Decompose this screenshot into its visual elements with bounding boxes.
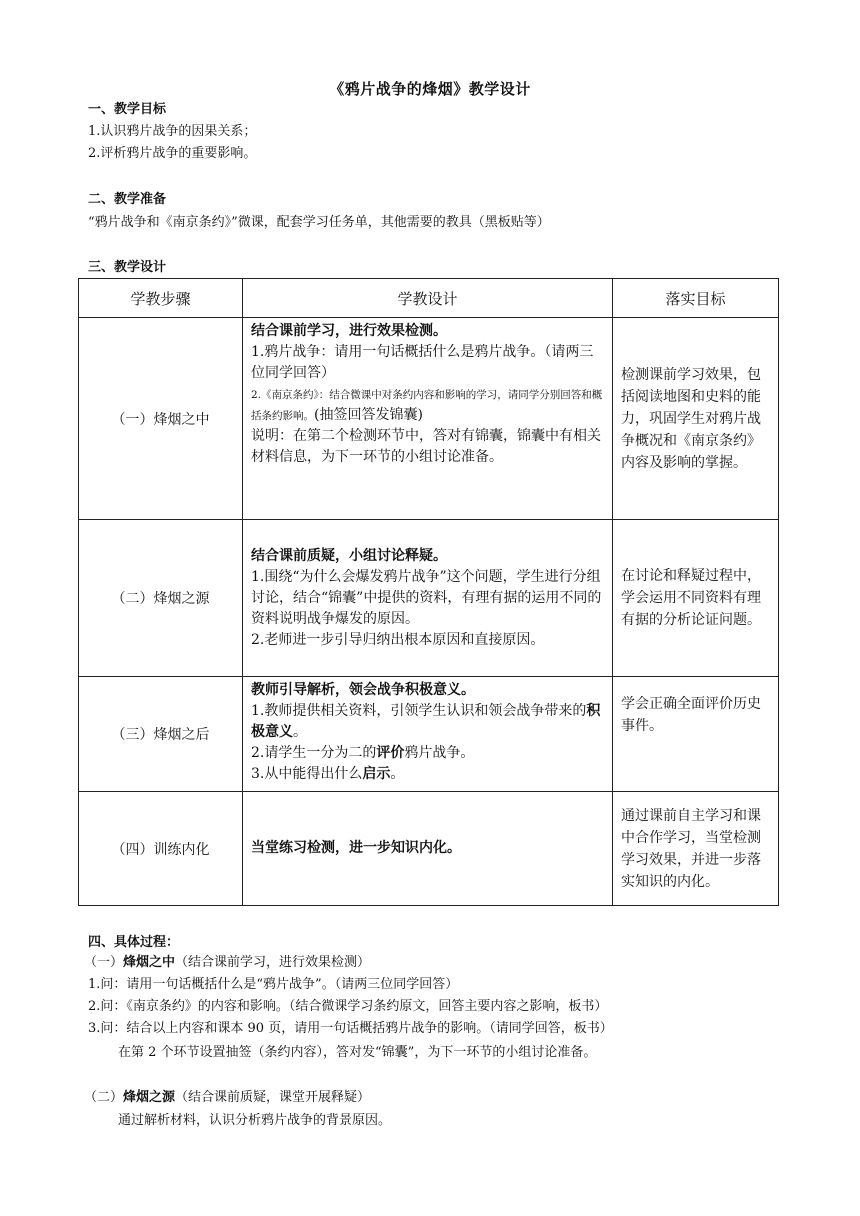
objective-item: 1.认识鸦片战争的因果关系； — [88, 124, 257, 139]
process-question: 2.问：《南京条约》的内容和影响。（结合微课学习条约原文，回答主要内容之影响，板书） — [88, 999, 608, 1014]
design-cell — [243, 792, 613, 906]
design-line — [251, 384, 604, 426]
design-table — [78, 278, 779, 906]
design-cell — [243, 520, 613, 677]
table-row — [79, 792, 779, 906]
goal-cell: 学会正确全面评价历史事件。 — [613, 677, 779, 792]
process-part-title: 烽烟之中 — [123, 955, 176, 970]
column-header: 落实目标 — [613, 279, 779, 318]
step-cell: （三）烽烟之后 — [79, 677, 243, 792]
design-text: 1.教师提供相关资料，引领学生认识和领会战争带来的 — [251, 703, 587, 719]
design-text: 。 — [293, 724, 307, 740]
design-line-tail: (抽签回答发锦囊) — [314, 407, 423, 423]
design-line — [251, 743, 604, 764]
process-part-title: 烽烟之源 — [123, 1090, 176, 1105]
design-emphasis: 积极意义 — [251, 703, 601, 740]
table-row — [79, 520, 779, 677]
goal-cell: 检测课前学习效果，包括阅读地图和史料的能力，巩固学生对鸦片战争概况和《南京条约》内容及影响的掌握。 — [613, 318, 779, 520]
table-header-row — [79, 279, 779, 318]
goal-cell: 在讨论和释疑过程中，学会运用不同资料有理有据的分析论证问题。 — [613, 520, 779, 677]
design-text: 3.从中能得出什么 — [251, 766, 363, 782]
design-emphasis: 启示 — [362, 766, 391, 782]
step-cell: （一）烽烟之中 — [79, 318, 243, 520]
objective-item: 2.评析鸦片战争的重要影响。 — [88, 146, 257, 161]
design-heading: 结合课前学习，进行效果检测。 — [251, 323, 447, 339]
section-heading-objectives: 一、教学目标 — [88, 102, 167, 117]
design-line: 2.老师进一步引导归纳出根本原因和直接原因。 — [251, 631, 545, 648]
design-heading: 教师引导解析，领会战争积极意义。 — [251, 682, 475, 698]
table-row — [79, 677, 779, 792]
design-emphasis: 评价 — [376, 745, 405, 761]
section-heading-preparation: 二、教学准备 — [88, 192, 167, 207]
process-part-heading — [84, 953, 370, 973]
design-heading: 当堂练习检测，进一步知识内化。 — [251, 840, 461, 856]
process-question: 3.问：结合以上内容和课本 90 页，请用一句话概括鸦片战争的影响。（请同学回答，板书） — [88, 1021, 613, 1036]
design-cell — [243, 318, 613, 520]
design-text: 2.请学生一分为二的 — [251, 745, 377, 761]
design-line — [251, 764, 604, 785]
design-line: 说明：在第二个检测环节中，答对有锦囊，锦囊中有相关材料信息，为下一环节的小组讨论准备。 — [251, 428, 601, 465]
process-note: 在第 2 个环节设置抽签（条约内容），答对发“锦囊”，为下一环节的小组讨论准备。 — [118, 1045, 597, 1060]
preparation-text: “鸦片战争和《南京条约》”微课，配套学习任务单，其他需要的教具（黑板贴等） — [88, 215, 550, 230]
process-part-note: （结合课前学习，进行效果检测） — [175, 955, 371, 970]
step-cell: （四）训练内化 — [79, 792, 243, 906]
process-prefix: （二） — [84, 1090, 124, 1105]
process-question: 1.问：请用一句话概括什么是“鸦片战争”。（请两三位同学回答） — [88, 977, 459, 992]
process-part-heading — [84, 1088, 370, 1108]
section-heading-process: 四、具体过程： — [88, 935, 180, 950]
design-line: 1.鸦片战争：请用一句话概括什么是鸦片战争。（请两三位同学回答） — [251, 344, 594, 381]
column-header: 学教步骤 — [79, 279, 243, 318]
design-cell — [243, 677, 613, 792]
section-heading-design: 三、教学设计 — [88, 260, 167, 275]
design-small-text: 2.《南京条约》：结合微课中对条约内容和影响的学习，请同学分别回答和概括条约影响。 — [251, 389, 603, 422]
document-title: 《鸦片战争的烽烟》教学设计 — [329, 80, 531, 98]
process-text: 通过解析材料，认识分析鸦片战争的背景原因。 — [118, 1113, 392, 1128]
design-line — [251, 701, 604, 743]
table-row — [79, 318, 779, 520]
column-header: 学教设计 — [243, 279, 613, 318]
step-cell: （二）烽烟之源 — [79, 520, 243, 677]
design-line: 1.围绕“为什么会爆发鸦片战争”这个问题，学生进行分组讨论，结合“锦囊”中提供的资料，有理有据的运用不同的资料说明战争爆发的原因。 — [251, 568, 602, 627]
goal-cell: 通过课前自主学习和课中合作学习，当堂检测学习效果，并进一步落实知识的内化。 — [613, 792, 779, 906]
process-prefix: （一） — [84, 955, 124, 970]
design-text: 鸦片战争。 — [404, 745, 475, 761]
design-text: 。 — [390, 766, 405, 782]
process-part-note: （结合课前质疑，课堂开展释疑） — [175, 1090, 371, 1105]
design-heading: 结合课前质疑，小组讨论释疑。 — [251, 547, 447, 564]
